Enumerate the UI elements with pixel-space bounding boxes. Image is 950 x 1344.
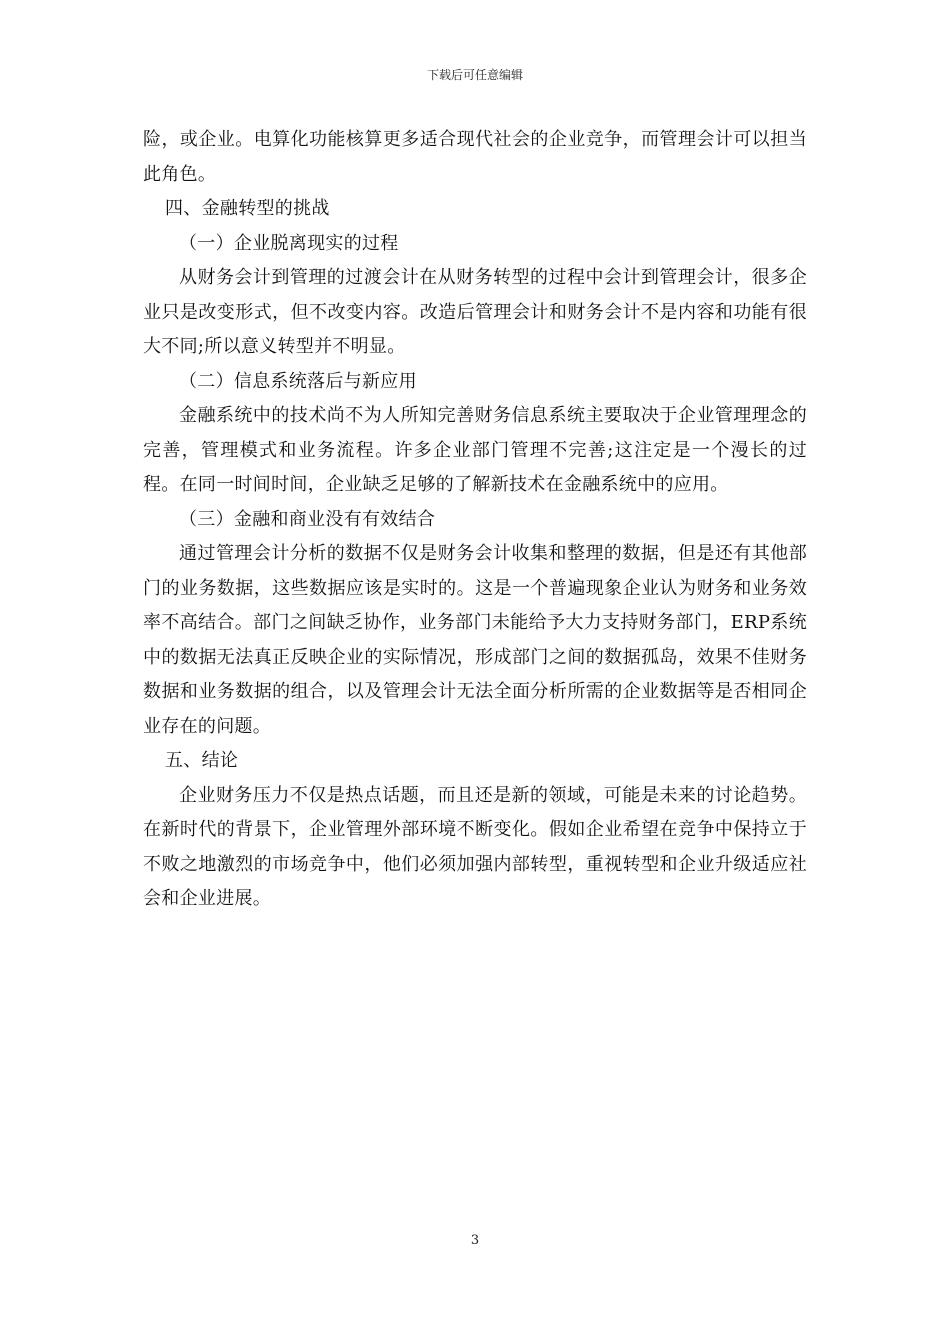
paragraph-5: 企业财务压力不仅是热点话题，而且还是新的领域，可能是未来的讨论趋势。在新时代的背景下，企业管理外部环境不断变化。假如企业希望在竞争中保持立于不败之地激烈的市场竞争中，他们必须加强内部转型，重视转型和企业升级适应社会和企业进展。 <box>143 784 807 909</box>
section-heading-5: 五、结论 <box>165 750 239 771</box>
paragraph-continued: 险，或企业。电算化功能核算更多适合现代社会的企业竞争，而管理会计可以担当此角色。 <box>143 129 807 185</box>
paragraph-4-1: 从财务会计到管理的过渡会计在从财务转型的过程中会计到管理会计，很多企业只是改变形式，但不改变内容。改造后管理会计和财务会计不是内容和功能有很大不同;所以意义转型并不明显。 <box>143 267 807 357</box>
section-heading-4: 四、金融转型的挑战 <box>165 198 330 219</box>
page-number: 3 <box>470 1233 480 1248</box>
subsection-heading-4-1: （一）企业脱离现实的过程 <box>179 232 399 254</box>
subsection-heading-4-2: （二）信息系统落后与新应用 <box>179 370 417 392</box>
document-body <box>143 123 807 917</box>
paragraph-4-3: 通过管理会计分析的数据不仅是财务会计收集和整理的数据，但是还有其他部门的业务数据，这些数据应该是实时的。这是一个普遍现象企业认为财务和业务效率不高结合。部门之间缺乏协作，业务部门未能给予大力支持财务部门，ERP系统中的数据无法真正反映企业的实际情况，形成部门之间的数据孤岛，效果不佳财务数据和业务数据的组合，以及管理会计无法全面分析所需的企业数据等是否相同企业存在的问题。 <box>143 543 807 737</box>
paragraph-4-2: 金融系统中的技术尚不为人所知完善财务信息系统主要取决于企业管理理念的完善，管理模式和业务流程。许多企业部门管理不完善;这注定是一个漫长的过程。在同一时间时间，企业缺乏足够的了解新技术在金融系统中的应用。 <box>143 405 807 495</box>
page-header: 下载后可任意编辑 <box>426 68 523 82</box>
subsection-heading-4-3: （三）金融和商业没有有效结合 <box>179 508 436 530</box>
